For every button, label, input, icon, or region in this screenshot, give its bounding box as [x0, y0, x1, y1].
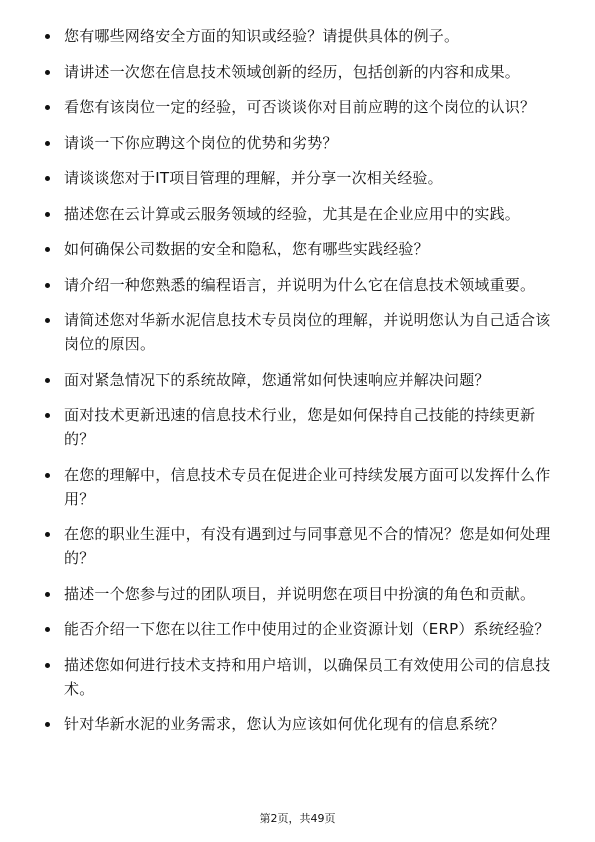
bullet-icon [45, 413, 50, 418]
question-text: 您有哪些网络安全方面的知识或经验？请提供具体的例子。 [64, 27, 460, 45]
question-text: 描述您如何进行技术支持和用户培训，以确保员工有效使用公司的信息技术。 [64, 655, 551, 698]
list-item [40, 522, 560, 570]
question-text: 如何确保公司数据的安全和隐私，您有哪些实践经验？ [64, 240, 429, 258]
bullet-icon [45, 105, 50, 110]
bullet-icon [45, 318, 50, 323]
question-text: 能否介绍一下您在以往工作中使用过的企业资源计划（ERP）系统经验？ [64, 620, 550, 638]
bullet-icon [45, 473, 50, 478]
list-item [40, 308, 560, 356]
list-item [40, 653, 560, 701]
list-item [40, 582, 560, 606]
bullet-icon [45, 34, 50, 39]
question-text: 面对紧急情况下的系统故障，您通常如何快速响应并解决问题？ [64, 370, 490, 389]
question-list [40, 24, 560, 748]
bullet-icon [45, 663, 50, 668]
bullet-icon [45, 212, 50, 217]
bullet-icon [45, 722, 50, 727]
list-item [40, 463, 560, 511]
question-text: 在您的理解中，信息技术专员在促进企业可持续发展方面可以发挥什么作用？ [64, 465, 551, 508]
page-number: 第2页，共49页 [259, 812, 336, 825]
question-text: 针对华新水泥的业务需求，您认为应该如何优化现有的信息系统？ [64, 715, 505, 733]
bullet-icon [45, 627, 50, 632]
question-text: 请讲述一次您在信息技术领域创新的经历，包括创新的内容和成果。 [64, 62, 521, 81]
bullet-icon [45, 283, 50, 288]
list-item [40, 166, 560, 190]
question-text: 在您的职业生涯中，有没有遇到过与同事意见不合的情况？您是如何处理的？ [64, 525, 551, 567]
bullet-icon [45, 70, 50, 75]
question-text: 看您有该岗位一定的经验，可否谈谈你对目前应聘的这个岗位的认识？ [64, 98, 536, 116]
list-item [40, 368, 560, 392]
question-text: 描述一个您参与过的团队项目，并说明您在项目中扮演的角色和贡献。 [64, 584, 536, 603]
question-text: 面对技术更新迅速的信息技术行业，您是如何保持自己技能的持续更新的？ [64, 406, 536, 448]
list-item [40, 60, 560, 84]
bullet-icon [45, 592, 50, 597]
bullet-icon [45, 378, 50, 383]
list-item [40, 95, 560, 119]
list-item [40, 617, 560, 641]
question-text: 请简述您对华新水泥信息技术专员岗位的理解，并说明您认为自己适合该岗位的原因。 [64, 311, 551, 353]
list-item [40, 237, 560, 261]
bullet-icon [45, 176, 50, 181]
bullet-icon [45, 141, 50, 146]
bullet-icon [45, 247, 50, 252]
bullet-icon [45, 532, 50, 537]
question-text: 请谈一下你应聘这个岗位的优势和劣势？ [64, 133, 338, 152]
list-item [40, 273, 560, 297]
list-item [40, 712, 560, 736]
question-text: 描述您在云计算或云服务领域的经验，尤其是在企业应用中的实践。 [64, 204, 521, 223]
list-item [40, 24, 560, 48]
list-item [40, 131, 560, 155]
question-text: 请谈谈您对于IT项目管理的理解，并分享一次相关经验。 [64, 169, 443, 187]
list-item [40, 403, 560, 451]
question-text: 请介绍一种您熟悉的编程语言，并说明为什么它在信息技术领域重要。 [64, 275, 536, 294]
list-item [40, 202, 560, 226]
